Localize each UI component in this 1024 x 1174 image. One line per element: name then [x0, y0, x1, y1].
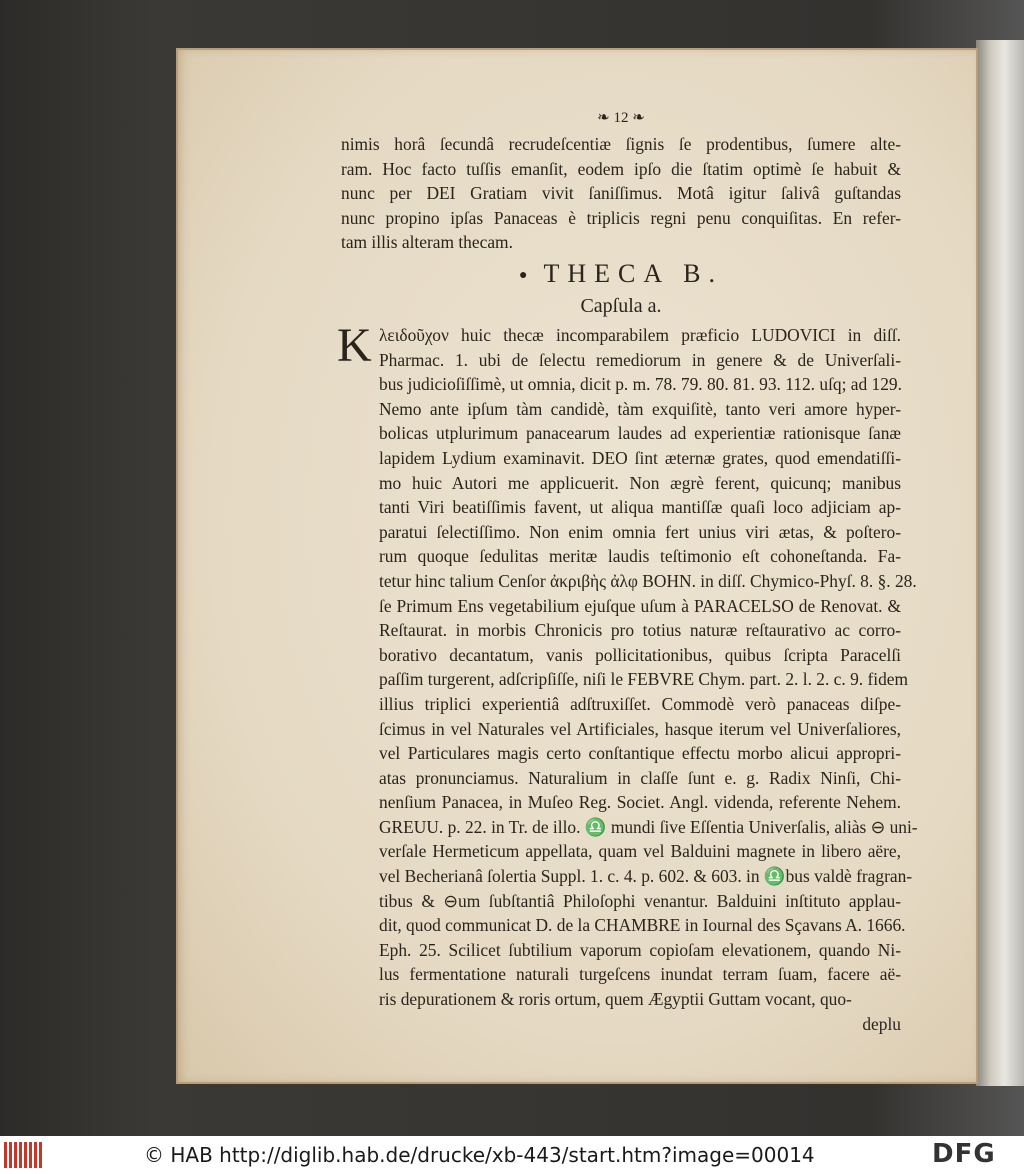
section-heading: [341, 259, 901, 291]
text-line: ſcimus in vel Naturales vel Artificiales, hasque iterum vel Univerſaliores,: [379, 718, 901, 739]
text-line: Eph. 25. Scilicet ſubtilium vaporum copioſam elevationem, quando Ni-: [379, 939, 901, 960]
text-line: mo huic Autori me applicuerit. Non ægrè ferent, quicunq; manibus: [379, 472, 901, 493]
text-line: tetur hinc talium Cenſor ἀκριβὴς ἀλφ BOHN. in diſſ. Chymico-Phyſ. 8. §. 28.: [379, 570, 917, 591]
text-line: bus judicioſiſſimè, ut omnia, dicit p. m. 78. 79. 80. 81. 93. 112. uſq; ad 129.: [379, 374, 902, 395]
text-line: paſſim turgerent, adſcripſiſſe, niſi le FEBVRE Chym. part. 2. l. 2. c. 9. fidem: [379, 669, 909, 690]
dfg-logo: DFG: [932, 1139, 996, 1169]
text-line: nunc per DEI Gratiam vivit ſaniſſimus. Motâ igitur ſalivâ guſtandas: [341, 183, 901, 204]
top-paragraph: [341, 132, 901, 255]
text-line: Nemo ante ipſum tàm candidè, tàm exquiſitè, tanto veri amore hyper-: [379, 398, 901, 419]
text-line: ſe Primum Ens vegetabilium ejuſque uſum à PARACELSO de Renovat. &: [379, 595, 901, 616]
text-line: tam illis alteram thecam.: [341, 232, 513, 253]
text-line: λειδοῦχον huic thecæ incomparabilem præficio LUDOVICI in diſſ.: [379, 325, 901, 345]
text-line: lapidem Lydium examinavit. DEO ſint æternæ grates, quod emendatiſſi-: [379, 447, 901, 468]
text-line: lus fermentatione naturali turgeſcens inundat terram ſuam, facere aë-: [379, 964, 901, 985]
footer-bar: [0, 1136, 1024, 1174]
text-line: paratui ſelectiſſimo. Non enim omnia fert unius viri ætas, & poſtero-: [379, 521, 901, 542]
text-line: rum quoque ſedulitas meritæ laudis teſtimonio eſt cohoneſtanda. Fa-: [379, 546, 901, 567]
text-line: ris depurationem & roris ortum, quem Ægyptii Guttam vocant, quo-: [379, 989, 852, 1010]
body-paragraph: [337, 319, 918, 1012]
text-line: ram. Hoc facto tuſſis emanſit, eodem ipſo die ſtatim optimè ſe habuit &: [341, 158, 901, 179]
text-line: illius triplici experientiâ adſtruxiſſet. Commodè verò panaceas diſpe-: [379, 693, 901, 714]
catchword: deplu: [862, 1013, 901, 1034]
page-text: [337, 108, 918, 1036]
page-number: ❧ 12 ❧: [597, 110, 645, 126]
barcode-icon: [4, 1142, 44, 1168]
text-line: vel Particulares magis certo conſtantique effectu morbo alicui appropri-: [379, 743, 901, 764]
copyright-url[interactable]: © HAB http://diglib.hab.de/drucke/xb-443/start.htm?image=00014: [144, 1143, 815, 1167]
text-line: verſale Hermeticum appellata, quam vel Balduini magnete in libero aëre,: [379, 841, 901, 862]
text-line: Reſtaurat. in morbis Chronicis pro totius naturæ reſtaurativo ac corro-: [379, 620, 901, 641]
bullet-icon: ●: [518, 268, 536, 283]
text-line: borativo decantatum, vanis pollicitationibus, quibus ſcripta Paracelſi: [379, 644, 901, 665]
text-line: nimis horâ ſecundâ recrudeſcentiæ ſignis ſe prodentibus, ſumere alte-: [341, 134, 901, 154]
page-stack-edge: [976, 40, 1024, 1086]
subsection-heading: Capſula a.: [580, 295, 662, 317]
text-line: bolicas utplurimum panacearum laudes ad experientiæ rationisque ſanæ: [379, 423, 901, 444]
text-line: nenſium Panacea, in Muſeo Reg. Societ. Angl. videnda, referente Nehem.: [379, 792, 901, 813]
text-line: tanti Viri beatiſſimis favent, ut aliqua mantiſſæ quaſi loco adjiciam ap-: [379, 497, 901, 518]
book-page: [176, 48, 978, 1084]
text-line: GREUU. p. 22. in Tr. de illo. ♎ mundi ſive Eſſentia Univerſalis, aliàs ⊖ uni-: [379, 816, 918, 837]
text-line: vel Becherianâ ſolertia Suppl. 1. c. 4. p. 602. & 603. in ♎bus valdè fragran-: [379, 866, 913, 887]
text-line: nunc propino ipſas Panaceas è triplicis regni penu conquiſitas. En refer-: [341, 207, 901, 228]
drop-cap: K: [337, 319, 372, 372]
text-line: Pharmac. 1. ubi de ſelectu remediorum in genere & de Univerſali-: [379, 349, 901, 370]
heading-text: THECA B.: [543, 258, 724, 288]
text-line: dit, quod communicat D. de la CHAMBRE in Iournal des Sçavans A. 1666.: [379, 915, 906, 936]
text-line: tibus & ⊖um ſubſtantiâ Philoſophi venantur. Balduini inſtituto applau-: [379, 890, 901, 911]
text-line: atas pronunciamus. Naturalium in claſſe ſunt e. g. Radix Ninſi, Chi-: [379, 767, 901, 788]
